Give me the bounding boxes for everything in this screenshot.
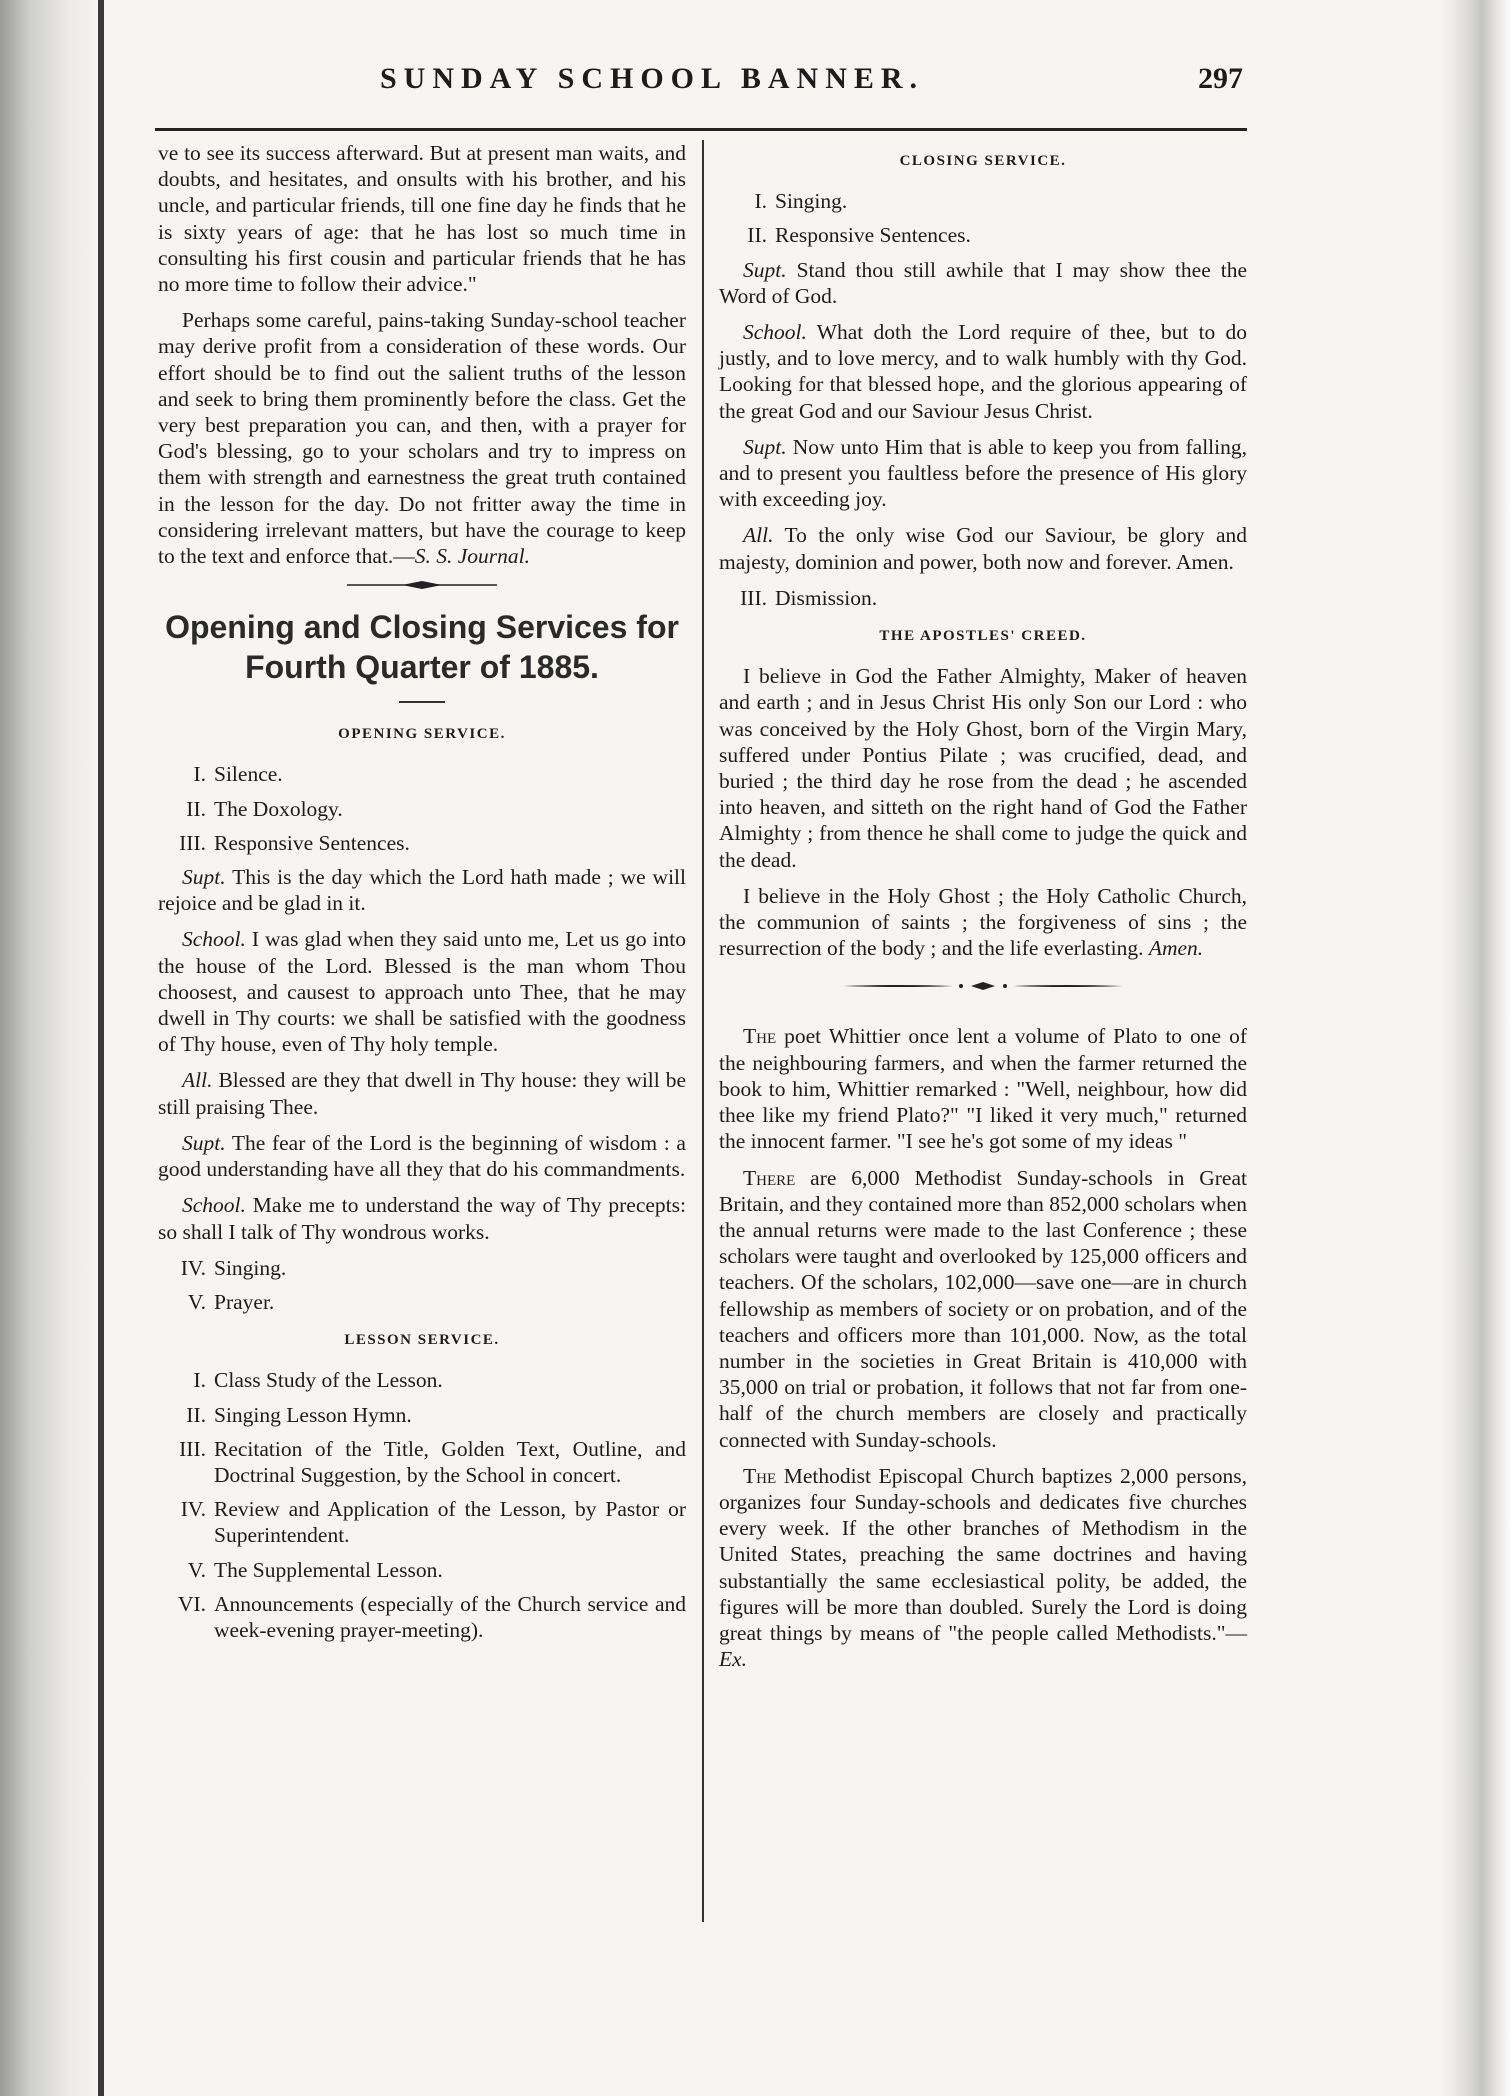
response-text: What doth the Lord require of thee, but to do justly, and to love mercy, and to walk humbly with thy God. Looking for that blessed hope, and the glorious appearing of the great God and our Saviour Jesus Christ. — [719, 320, 1247, 423]
list-item-number: I. — [193, 762, 206, 787]
response-text: This is the day which the Lord hath made ; we will rejoice and be glad in it. — [158, 865, 686, 916]
opening-service-list — [158, 761, 686, 856]
flourish-ornament-icon — [843, 979, 1123, 993]
page-gutter-shadow — [0, 0, 102, 2096]
responsive-sentence — [158, 926, 686, 1057]
whittier-text: poet Whittier once lent a volume of Plato to one of the neighbouring farmers, and when the farmer returned the book to him, Whittier remarked : "Well, neighbour, how did thee like my friend Plato?" "I liked it very much," returned the innocent farmer. "I see he's got some of my ideas " — [719, 1024, 1248, 1154]
responsive-sentence — [719, 319, 1247, 424]
creed-paragraph-2-text: I believe in the Holy Ghost ; the Holy Catholic Church, the communion of saints ; the forgiveness of sins ; the resurrection of the body ; and the life everlasting. — [719, 883, 1247, 961]
book-spine-edge — [98, 0, 104, 2096]
list-item-text: Singing Lesson Hymn. — [214, 1402, 412, 1427]
list-item-text: Singing. — [775, 189, 848, 214]
section-title — [158, 607, 686, 687]
response-text: Now unto Him that is able to keep you from falling, and to present you faultless before the presence of His glory with exceeding joy. — [719, 434, 1248, 512]
page-number: 297 — [1198, 62, 1243, 95]
dash-ornament-icon — [347, 579, 497, 591]
list-item-number: VI. — [177, 1591, 206, 1616]
speaker-label: School. — [182, 927, 246, 952]
methodist-text: are 6,000 Methodist Sunday-schools in Great Britain, and they contained more than 852,000 scholars when the annual returns were made to the last Conference ; these scholars were taught and overlooked by 125,000 officers and teachers. Of the scholars, 102,000—save one—are in church fellowship as members of society or on probation, and of the teachers and officers more than 101,000. Now, as the total number in the societies in Great Britain is 410,000 with 35,000 on trial or probation, it follows that not far from one-half of the church members are closely and practically connected with Sunday-schools. — [719, 1165, 1247, 1452]
list-item-number: I. — [754, 189, 767, 214]
list-item — [158, 761, 686, 787]
closing-item-dismission — [719, 585, 1247, 611]
episcopal-source: Ex. — [719, 1647, 748, 1672]
episcopal-lead: The — [743, 1463, 777, 1488]
creed-heading: THE APOSTLES' CREED. — [879, 628, 1087, 645]
teacher-advice-paragraph — [158, 307, 686, 569]
responsive-sentence — [158, 864, 686, 916]
list-item-text: Review and Application of the Lesson, by Pastor or Superintendent. — [214, 1497, 686, 1548]
methodist-lead: There — [743, 1165, 796, 1190]
lesson-service-heading: LESSON SERVICE. — [344, 1332, 500, 1349]
running-head: SUNDAY SCHOOL BANNER. — [380, 62, 925, 95]
responsive-sentence — [158, 1192, 686, 1244]
list-item-text: Recitation of the Title, Golden Text, Outline, and Doctrinal Suggestion, by the School in concert. — [214, 1436, 686, 1487]
list-item-number: I. — [193, 1368, 206, 1393]
list-item — [158, 1289, 686, 1315]
list-item-text: The Doxology. — [214, 796, 343, 821]
response-text: The fear of the Lord is the beginning of wisdom : a good understanding have all they that do his commandments. — [158, 1130, 686, 1182]
speaker-label: Supt. — [743, 434, 787, 459]
speaker-label: All. — [743, 523, 774, 548]
list-item — [158, 1402, 686, 1428]
response-text: To the only wise God our Saviour, be glory and majesty, dominion and power, both now and forever. Amen. — [719, 523, 1247, 574]
whittier-anecdote — [719, 1023, 1247, 1154]
list-item-text: The Supplemental Lesson. — [214, 1557, 443, 1582]
list-item-text: Class Study of the Lesson. — [214, 1368, 443, 1393]
episcopal-text: Methodist Episcopal Church baptizes 2,000 persons, organizes four Sunday-schools and dedicates five churches every week. If the other branches of Methodism in the United States, preaching the same doctrines and having substantially the same ecclesiastical polity, be added, the figures will be more than doubled. Surely the Lord is doing great things by means of "the people called Methodists."— — [719, 1463, 1248, 1645]
list-item-number: V. — [187, 1289, 206, 1314]
response-text: Make me to understand the way of Thy precepts: so shall I talk of Thy wondrous works. — [158, 1193, 686, 1244]
creed-paragraph-1: I believe in God the Father Almighty, Maker of heaven and earth ; and in Jesus Christ His only Son our Lord : who was conceived by the Holy Ghost, born of the Virgin Mary, suffered under Pontius Pilate ; was crucified, dead, and buried ; the third day he rose from the dead ; he ascended into heaven, and sitteth on the right hand of God the Father Almighty ; from thence he shall come to judge the quick and the dead. — [719, 664, 1247, 872]
teacher-advice-text: Perhaps some careful, pains-taking Sunday-school teacher may derive profit from a consideration of these words. Our effort should be to find out the salient truths of the lesson and seek to bring them prominently before the class. Get the very best preparation you can, and then, with a prayer for God's blessing, go to your scholars and try to impress on them with strength and earnestness the great truth contained in the lesson for the day. Do not fritter away the time in considering irrelevant matters, but have the courage to keep to the text and enforce that.— — [158, 308, 686, 569]
responsive-sentence — [158, 1130, 686, 1182]
list-item — [158, 796, 686, 822]
creed-amen: Amen. — [1148, 936, 1204, 961]
speaker-label: All. — [182, 1068, 213, 1093]
response-text: Blessed are they that dwell in Thy house: they will be still praising Thee. — [158, 1068, 687, 1119]
speaker-label: School. — [182, 1193, 246, 1218]
list-item — [719, 222, 1247, 248]
list-item-text: Announcements (especially of the Church service and week-evening prayer-meeting). — [214, 1591, 686, 1642]
list-item — [158, 1557, 686, 1583]
list-item-number: II. — [186, 1402, 206, 1427]
speaker-label: Supt. — [182, 865, 226, 890]
whittier-lead: The — [743, 1024, 777, 1049]
list-item — [158, 1255, 686, 1281]
list-item-text: Silence. — [214, 762, 283, 787]
closing-service-heading: CLOSING SERVICE. — [899, 153, 1067, 169]
speaker-label: School. — [743, 320, 807, 345]
continuation-paragraph: ve to see its success afterward. But at present man waits, and doubts, and hesitates, and onsults with his brother, and his uncle, and particular friends, till one fine day he finds that he is sixty years of age: that he has lost so much time in consulting his first cousin and particular friends that he has no more time to follow their advice." — [158, 141, 686, 297]
list-item-text: Responsive Sentences. — [775, 223, 971, 248]
opening-service-list-continued — [158, 1255, 686, 1315]
closing-responses — [719, 257, 1247, 575]
column-divider — [702, 140, 704, 1922]
lesson-service-list — [158, 1367, 686, 1643]
page-right-edge — [1442, 0, 1512, 2096]
speaker-label: Supt. — [743, 257, 787, 282]
list-item — [158, 830, 686, 856]
response-text: I was glad when they said unto me, Let us go into the house of the Lord. Blessed is the man whom Thou choosest, and causest to approach unto Thee, that he may dwell in Thy courts: we shall be satisfied with the goodness of Thy house, even of Thy holy temple. — [158, 927, 686, 1057]
responsive-sentence — [719, 522, 1247, 574]
methodist-statistics — [719, 1165, 1247, 1453]
list-item — [158, 1591, 686, 1643]
responsive-sentence — [719, 434, 1247, 513]
section-title-line-1: Opening and Closing Services for — [165, 609, 679, 646]
list-item-number: III. — [740, 585, 767, 610]
list-item-number: V. — [187, 1557, 206, 1582]
teacher-advice-source: S. S. Journal. — [414, 544, 530, 569]
opening-responses — [158, 864, 686, 1245]
right-column — [719, 140, 1247, 1682]
left-column — [158, 140, 686, 1651]
title-rule — [399, 701, 445, 703]
response-text: Stand thou still awhile that I may show thee the Word of God. — [719, 257, 1248, 308]
list-item-number: IV. — [180, 1497, 206, 1522]
header-rule — [155, 128, 1247, 131]
opening-service-heading: OPENING SERVICE. — [338, 726, 506, 743]
creed-paragraph-2 — [719, 883, 1247, 962]
list-item-number: II. — [186, 796, 206, 821]
section-title-line-2: Fourth Quarter of 1885. — [245, 649, 599, 686]
responsive-sentence — [158, 1067, 686, 1119]
speaker-label: Supt. — [182, 1130, 226, 1155]
list-item — [158, 1367, 686, 1393]
list-item-text: Prayer. — [214, 1289, 275, 1314]
list-item-number: II. — [747, 223, 767, 248]
list-item-number: IV. — [180, 1255, 206, 1280]
list-item-text: Responsive Sentences. — [214, 830, 410, 855]
episcopal-statistics — [719, 1463, 1247, 1673]
responsive-sentence — [719, 257, 1247, 309]
list-item — [719, 188, 1247, 214]
list-item — [158, 1436, 686, 1488]
list-item-text: Singing. — [214, 1255, 287, 1280]
list-item-text: Dismission. — [775, 585, 878, 610]
list-item — [158, 1496, 686, 1548]
list-item-number: III. — [179, 1436, 206, 1461]
closing-service-list — [719, 188, 1247, 248]
list-item-number: III. — [179, 830, 206, 855]
